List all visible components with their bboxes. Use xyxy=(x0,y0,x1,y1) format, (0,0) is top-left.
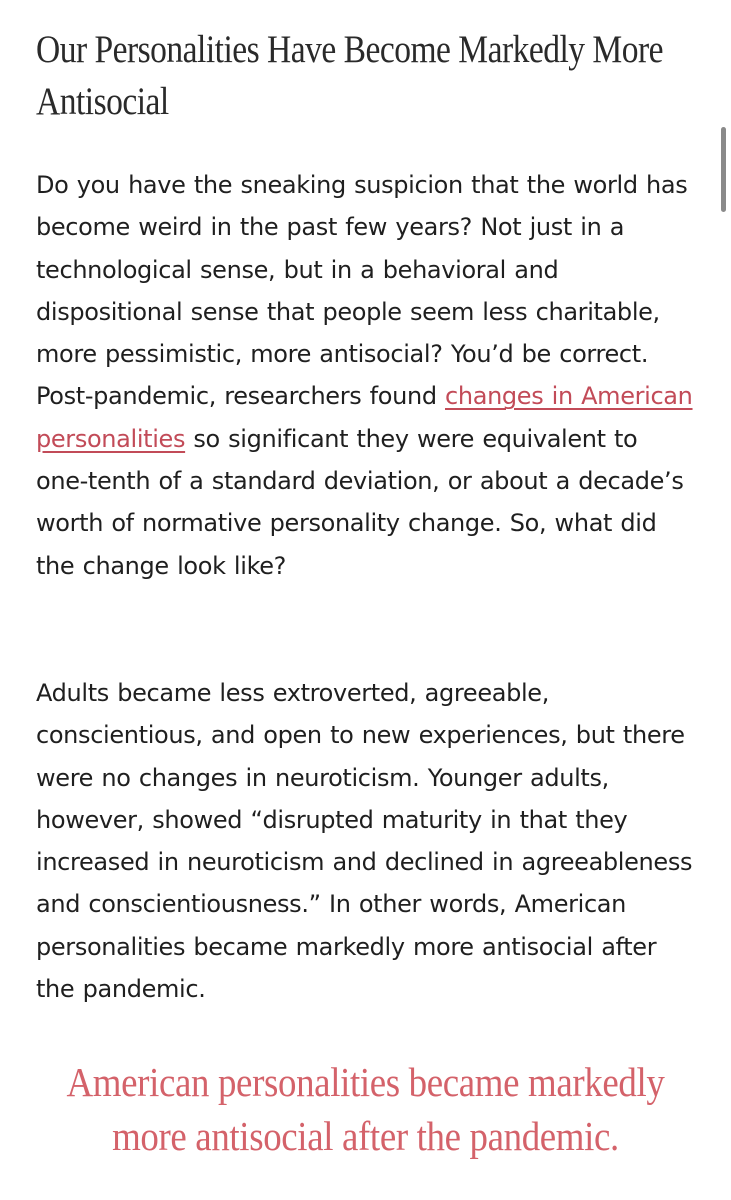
changes-in-american-personalities-link[interactable]: changes in American personalities xyxy=(36,382,693,453)
paragraph-1-text-end: so significant they were equivalent to one-tenth of a standard deviation, or about a decade’s worth of normative personality change. So, what did the change look like? xyxy=(36,424,684,580)
scrollbar-thumb[interactable] xyxy=(721,127,726,212)
article xyxy=(36,0,696,1004)
article-paragraph-1 xyxy=(36,164,696,587)
paragraph-1-text-start: Do you have the sneaking suspicion that the world has become weird in the past few years? Not just in a technological sense, but in a behavioral and dispositional sense that people seem less charitable, more pessimistic, more antisocial? You’d be correct. Post-pandemic, researchers found xyxy=(36,171,688,411)
pull-quote-text: American personalities became markedly more antisocial after the pandemic. xyxy=(66,1059,665,1159)
pull-quote xyxy=(0,1055,731,1163)
article-headline: Our Personalities Have Become Markedly More Antisocial xyxy=(36,28,664,123)
article-paragraph-2: Adults became less extroverted, agreeable, conscientious, and open to new experiences, but there were no changes in neuroticism. Younger adults, however, showed “disrupted maturity in that they increased in neuroticism and declined in agreeableness and conscientiousness.” In other words, American personalities became markedly more antisocial after the pandemic. xyxy=(36,679,693,1004)
